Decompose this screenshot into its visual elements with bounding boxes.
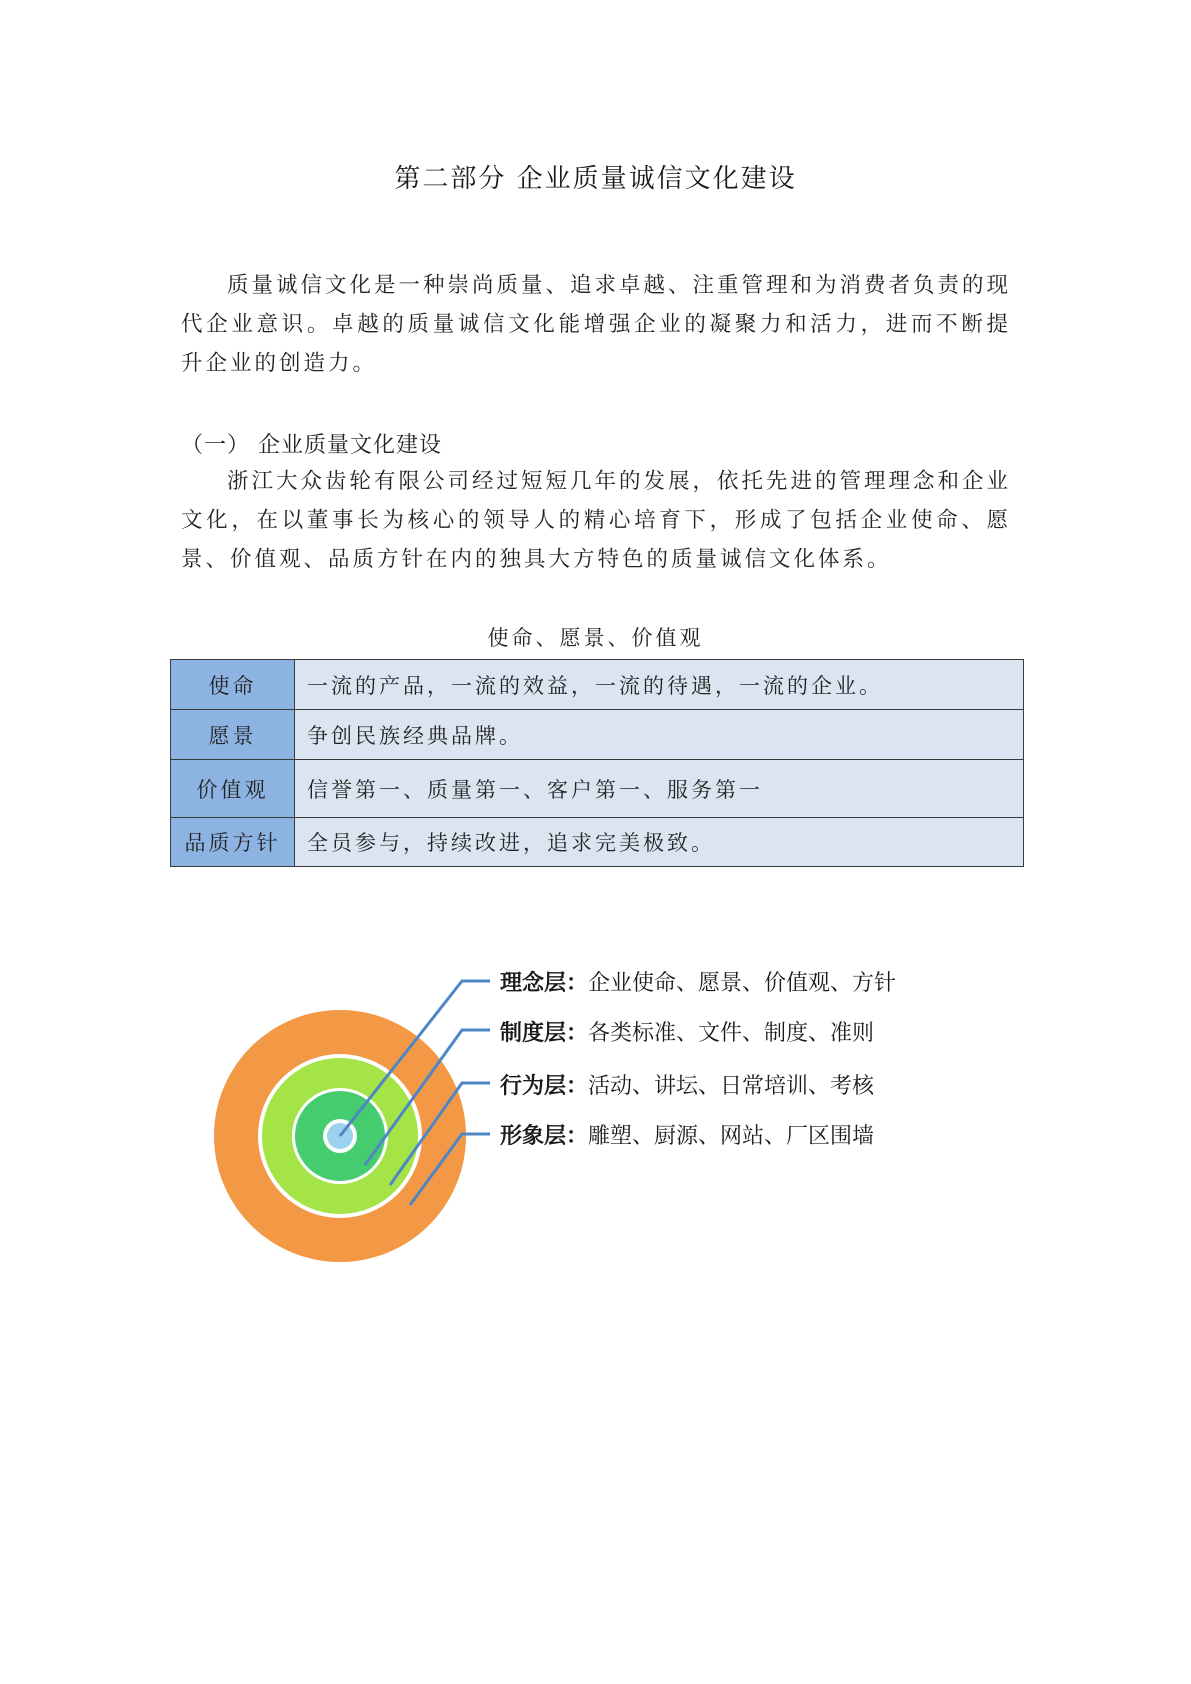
row-value: 信誉第一、质量第一、客户第一、服务第一 [295,760,1024,818]
page-title: 第二部分 企业质量诚信文化建设 [394,164,797,194]
layer-name: 形象层： [500,1124,589,1149]
layer-name: 理念层： [500,971,589,996]
layer-name: 行为层： [500,1074,589,1099]
layer-desc: 企业使命、愿景、价值观、方针 [588,971,897,996]
table-caption: 使命、愿景、价值观 [487,626,704,650]
layer-label-image [500,1119,874,1150]
layer-desc: 活动、讲坛、日常培训、考核 [588,1074,875,1099]
section-heading: （一） 企业质量文化建设 [181,433,442,458]
layer-label-concept [500,966,896,997]
layer-desc: 雕塑、厨源、网站、厂区围墙 [588,1124,875,1149]
row-key: 愿景 [171,710,295,760]
row-value: 一流的产品，一流的效益，一流的待遇，一流的企业。 [295,660,1024,710]
layer-desc: 各类标准、文件、制度、准则 [588,1021,875,1046]
row-key: 价值观 [171,760,295,818]
layer-name: 制度层： [500,1021,589,1046]
intro-text: 质量诚信文化是一种崇尚质量、追求卓越、注重管理和为消费者负责的现代企业意识。卓越的质量诚信文化能增强企业的凝聚力和活力，进而不断提升企业的创造力。 [181,273,1012,376]
row-value: 全员参与，持续改进，追求完美极致。 [295,818,1024,867]
layer-label-behavior [500,1069,874,1100]
row-value: 争创民族经典品牌。 [295,710,1024,760]
row-key: 使命 [171,660,295,710]
row-key: 品质方针 [171,818,295,867]
section-text: 浙江大众齿轮有限公司经过短短几年的发展，依托先进的管理理念和企业文化，在以董事长为核心的领导人的精心培育下，形成了包括企业使命、愿景、价值观、品质方针在内的独具大方特色的质量诚信文化体系。 [181,469,1012,572]
layer-label-system [500,1016,874,1047]
